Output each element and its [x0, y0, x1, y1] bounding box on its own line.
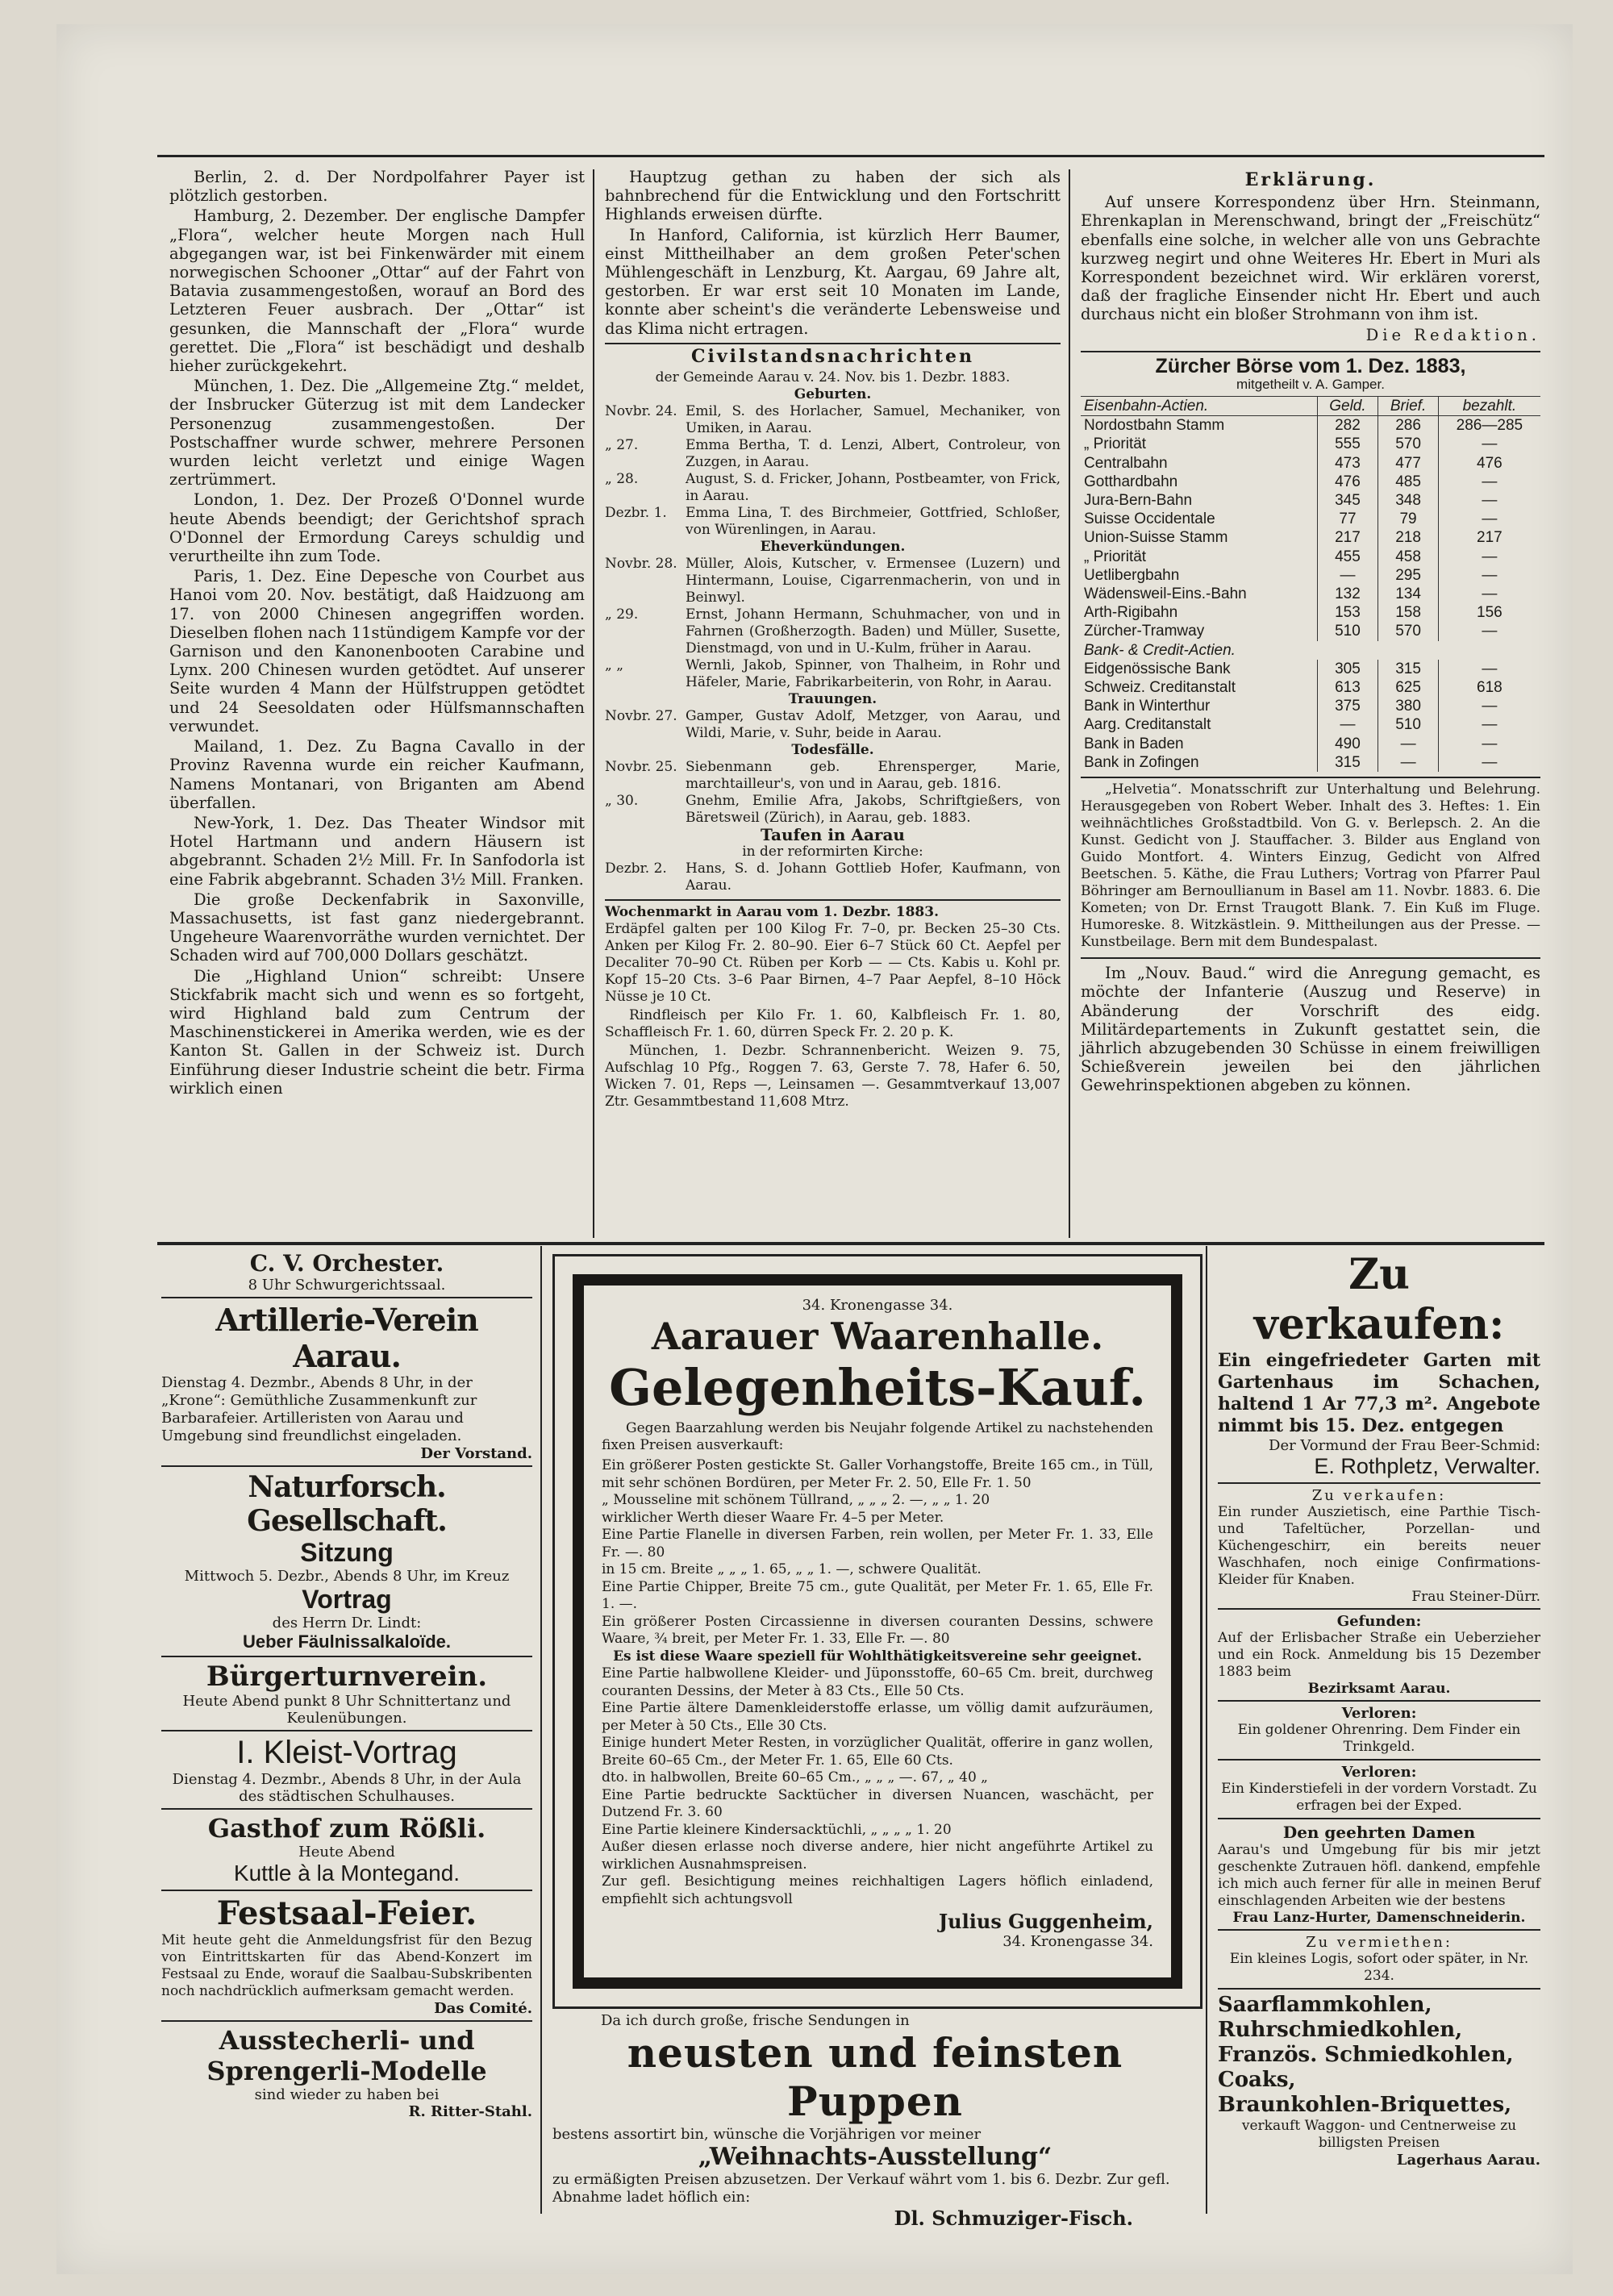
boerse-cell: —	[1438, 753, 1540, 772]
boerse-cell: 315	[1317, 753, 1378, 772]
boerse-cell: 555	[1317, 435, 1378, 453]
civil-entry-date: Novbr. 25.	[605, 759, 677, 776]
center-ad-line: Es ist diese Waare speziell für Wohlthätigkeitsvereine sehr geeignet.	[613, 1648, 1142, 1665]
boerse-cell: —	[1438, 715, 1540, 734]
boerse-cell: Eidgenössische Bank	[1084, 660, 1231, 677]
ad-buergerturnverein-text: Heute Abend punkt 8 Uhr Schnittertanz und Keulenübungen.	[182, 1693, 511, 1727]
column-rule	[1069, 169, 1070, 1238]
column-rule	[593, 169, 594, 1238]
civil-entry-date: Dezbr. 2.	[605, 860, 667, 877]
ad-ausstecherli-sign: R. Ritter-Stahl.	[408, 2103, 532, 2120]
boerse-cell: Uetlibergbahn	[1084, 566, 1180, 584]
boerse-row	[1081, 473, 1540, 491]
boerse-cell: Brief.	[1378, 397, 1438, 416]
ad-damen-title: Den geehrten Damen	[1282, 1823, 1476, 1842]
civil-section-heading: Trauungen.	[788, 691, 877, 708]
boerse-cell: Nordostbahn Stamm	[1084, 417, 1225, 435]
center-ad-line: Zur gefl. Besichtigung meines reichhaltigen Lagers höflich einladend, empfiehlt sich achtungsvoll	[602, 1873, 1153, 1907]
civil-subtitle: der Gemeinde Aarau v. 24. Nov. bis 1. Dezbr. 1883.	[655, 369, 1011, 386]
ad-gefunden-title: Gefunden:	[1336, 1613, 1422, 1630]
boerse-cell: —	[1438, 510, 1540, 528]
news-column-3	[1081, 168, 1540, 1097]
ad-cv-orchester: C. V. Orchester.	[249, 1250, 444, 1277]
center-ad-line: dto. in halbwollen, Breite 60–65 Cm., „ „ „ —. 67, „ 40 „	[602, 1769, 988, 1786]
boerse-cell: 132	[1317, 585, 1378, 603]
boerse-cell: 473	[1317, 454, 1378, 473]
erklaerung-signature: Die Redaktion.	[1365, 325, 1540, 344]
civil-section-heading: Geburten.	[794, 386, 872, 403]
ad-gasthof: Gasthof zum Rößli.	[207, 1813, 486, 1844]
center-ad-line: Außer diesen erlasse noch diverse andere, hier nicht angeführte Artikel zu wirklichen Ausnahmspreisen.	[602, 1839, 1153, 1873]
civil-taufen-title: Taufen in Aarau	[761, 825, 905, 845]
ad-sitzung: Sitzung	[300, 1538, 394, 1567]
news-column-2	[605, 168, 1061, 1112]
boerse-cell: —	[1317, 566, 1378, 585]
center-ad-line: in 15 cm. Breite „ „ „ 1. 65, „ „ 1. —, schwere Qualität.	[602, 1561, 982, 1577]
ad-verloren-text: Ein goldener Ohrenring. Dem Finder ein Trinkgeld.	[1237, 1722, 1521, 1755]
ad-artillerie-text: Dienstag 4. Dezmbr., Abends 8 Uhr, in der „Krone“: Gemüthliche Zusammenkunft zur Barbarafeier. Artilleristen von Aarau und Umgebung sind freundlichst eingeladen.	[161, 1374, 477, 1444]
boerse-cell: 286	[1378, 416, 1438, 435]
ad-kohlen-item: Ruhrschmiedkohlen,	[1218, 2018, 1463, 2042]
puppen-mid: bestens assortirt bin, wünsche die Vorjährigen vor meiner	[552, 2126, 982, 2143]
civil-entry-text: August, S. d. Fricker, Johann, Postbeamter, von Frick, in Aarau.	[686, 471, 1061, 505]
boerse-cell: —	[1438, 435, 1540, 453]
civil-entry-text: Emma Bertha, T. d. Lenzi, Albert, Controleur, von Zuzgen, in Aarau.	[686, 437, 1061, 471]
center-ad-line: Eine Partie halbwollene Kleider- und Jüponsstoffe, 60–65 Cm. breit, durchweg couranten Dessins, der Meter à 83 Cts., Elle 50 Cts.	[602, 1665, 1153, 1699]
boerse-cell: —	[1378, 735, 1438, 753]
ad-damen-sign: Frau Lanz-Hurter, Damenschneiderin.	[1232, 1910, 1526, 1926]
helvetia-notice: „Helvetia“. Monatsschrift zur Unterhaltung und Belehrung. Herausgegeben von Robert Weber. Inhalt des 3. Heftes: 1. Ein weihnächtliches Großstadtbild. Von G. v. Berlepsch. 2. An die Kunst. Gedicht von J. Stauffacher. 3. Bilder aus England von Guido Montfort. 4. Winters Einzug, Gedicht von Alfred Beetschen. 5. Käthe, die Frau Luthers; Vortrag von Pfarrer Paul Böhringer am Bernoullianum in Basel am 11. Novbr. 1883. 6. Die Kometen; von Dr. Ernst Traugott Blank. 7. Ein Kuß im Fluge. Humoreske. 8. Witzkästlein. 9. Mittheilungen aus der Presse. — Kunstbeilage. Bern mit dem Bundespalast.	[1081, 781, 1540, 951]
ad-zu-verkaufen-vormund: Der Vormund der Frau Beer-Schmid:	[1269, 1437, 1540, 1454]
news-paragraph: Mailand, 1. Dez. Zu Bagna Cavallo in der Provinz Ravenna wurde ein reicher Kaufmann, Namens Montanari, von Briganten am Abend überfallen.	[169, 737, 585, 812]
boerse-cell: Bank in Baden	[1084, 735, 1184, 752]
ad-zu-verkaufen-2-text: Ein runder Auszietisch, eine Parthie Tisch- und Tafeltücher, Porzellan- und Küchengeschirr, ein bereits neuer Waschhafen, noch einige Confirmations-Kleider für Knaben.	[1218, 1504, 1540, 1588]
puppen-ad	[552, 2012, 1198, 2230]
boerse-cell: Suisse Occidentale	[1084, 510, 1215, 528]
civil-entry-text: Gnehm, Emilie Afra, Jakobs, Schriftgießers, von Bäretsweil (Zürich), in Aarau, geb. 1883.	[686, 793, 1061, 827]
news-paragraph: Hauptzug gethan zu haben der sich als bahnbrechend für die Entwicklung und den Fortschritt Highlands erweisen dürfte.	[605, 168, 1061, 224]
news-column-1	[169, 168, 585, 1099]
boerse-row	[1081, 435, 1540, 453]
center-ad-frame	[552, 1254, 1202, 2009]
boerse-row	[1081, 715, 1540, 734]
civil-entry-date: „ 28.	[605, 471, 639, 488]
civil-entry	[605, 793, 1061, 827]
boerse-cell: 570	[1378, 435, 1438, 453]
center-ad-name: Aarauer Waarenhalle.	[651, 1315, 1104, 1358]
civil-entry-text: Emma Lina, T. des Birchmeier, Gottfried, Schloßer, von Würenlingen, in Aarau.	[686, 505, 1061, 539]
boerse-cell: 158	[1378, 603, 1438, 622]
boerse-header-row	[1081, 397, 1540, 416]
civil-entry-text: Gamper, Gustav Adolf, Metzger, von Aarau, und Wildi, Marie, v. Suhr, beide in Aarau.	[686, 708, 1061, 742]
newspaper-page	[56, 24, 1573, 2274]
civil-entry-date: „ „	[605, 657, 624, 674]
ad-gefunden-sign: Bezirksamt Aarau.	[1307, 1681, 1451, 1697]
boerse-cell: Gotthardbahn	[1084, 473, 1178, 490]
civil-entry-date: „ 29.	[605, 606, 639, 623]
civil-entry	[605, 437, 1061, 471]
puppen-headline: neusten und feinsten Puppen	[627, 2029, 1123, 2125]
boerse-cell: Wädensweil-Eins.-Bahn	[1084, 585, 1247, 603]
center-ad-signature: Julius Guggenheim,	[938, 1910, 1153, 1933]
ad-verloren-2-text: Ein Kinderstiefeli in der vordern Vorstadt. Zu erfragen bei der Exped.	[1221, 1781, 1537, 1814]
boerse-cell: 134	[1378, 585, 1438, 603]
ad-verloren-2-title: Verloren:	[1341, 1764, 1417, 1781]
ad-kohlen-item: Braunkohlen-Briquettes,	[1218, 2093, 1512, 2117]
market-title: Wochenmarkt in Aarau vom 1. Dezbr. 1883.	[605, 904, 939, 921]
ad-festsaal-title: Festsaal-Feier.	[216, 1894, 477, 1932]
ad-kohlen-item: Coaks,	[1218, 2068, 1296, 2092]
boerse-bank-heading-cell: Bank- & Credit-Actien.	[1084, 641, 1236, 659]
boerse-cell: Jura-Bern-Bahn	[1084, 492, 1193, 510]
boerse-cell: Geld.	[1317, 397, 1378, 416]
boerse-cell: 455	[1317, 548, 1378, 566]
boerse-row	[1081, 566, 1540, 585]
boerse-cell: 490	[1317, 735, 1378, 753]
civil-entry	[605, 708, 1061, 742]
center-ad-line: Eine Partie kleinere Kindersacktüchli, „ „ „ „ 1. 20	[602, 1821, 952, 1838]
boerse-cell: 485	[1378, 473, 1438, 491]
boerse-cell: Bank in Zofingen	[1084, 753, 1199, 771]
civil-entry	[605, 403, 1061, 437]
ad-vermiethen-text: Ein kleines Logis, sofort oder später, in Nr. 234.	[1229, 1951, 1529, 1984]
ad-ausstecherli-text: sind wieder zu haben bei	[254, 2086, 440, 2103]
ad-kleist-text: Dienstag 4. Dezmbr., Abends 8 Uhr, in der Aula des städtischen Schulhauses.	[172, 1771, 522, 1805]
boerse-cell: Centralbahn	[1084, 454, 1168, 472]
ad-kohlen-text: verkauft Waggon- und Centnerweise zu billigsten Preisen	[1241, 2118, 1517, 2151]
puppen-signature: Dl. Schmuziger-Fisch.	[894, 2206, 1133, 2230]
ad-kohlen-item: Saarflammkohlen,	[1218, 1993, 1432, 2017]
civil-title: Civilstandsnachrichten	[690, 345, 975, 367]
center-ad-address: 34. Kronengasse 34.	[802, 1297, 953, 1314]
civil-entry-date: Novbr. 27.	[605, 708, 677, 725]
civil-entry	[605, 860, 1061, 894]
market-text-3: München, 1. Dezbr. Schrannenbericht. Weizen 9. 75, Aufschlag 10 Pfg., Roggen 7. 63, Gerste 7. 78, Hafer 6. 50, Wicken 7. 01, Reps —, Leinsamen —. Gesammtverkauf 13,007 Ztr. Gesammtbestand 11,608 Mtrz.	[605, 1043, 1061, 1110]
puppen-pre: Da ich durch große, frische Sendungen in	[601, 2012, 910, 2029]
boerse-cell: 305	[1317, 660, 1378, 678]
boerse-cell: Zürcher-Tramway	[1084, 623, 1205, 640]
boerse-cell: 348	[1378, 491, 1438, 510]
boerse-cell: Eisenbahn-Actien.	[1084, 398, 1209, 415]
boerse-cell: —	[1438, 548, 1540, 566]
boerse-cell: „ Priorität	[1084, 435, 1147, 453]
boerse-cell: —	[1438, 566, 1540, 585]
ads-rule	[157, 1242, 1544, 1245]
puppen-post: zu ermäßigten Preisen abzusetzen. Der Verkauf währt vom 1. bis 6. Dezbr. Zur gefl. Abnahme ladet höflich ein:	[552, 2171, 1170, 2206]
ad-zu-verkaufen-2-title: Zu verkaufen:	[1311, 1487, 1447, 1504]
boerse-cell: bezahlt.	[1438, 397, 1540, 416]
boerse-cell: —	[1438, 491, 1540, 510]
ad-vortrag-topic: Ueber Fäulnissalkaloïde.	[243, 1631, 451, 1652]
civil-entry-text: Ernst, Johann Hermann, Schuhmacher, von und in Fahrnen (Großherzogth. Baden) und Müller, Susette, Dienstmagd, von und in U.-Kulm, früher in Aarau.	[686, 606, 1061, 657]
boerse-row	[1081, 603, 1540, 622]
ad-column-rule	[1206, 1246, 1207, 2214]
ad-artillerie-title: Artillerie-Verein Aarau.	[215, 1302, 478, 1374]
boerse-cell: „ Priorität	[1084, 548, 1147, 565]
ad-zu-verkaufen-sign: E. Rothpletz, Verwalter.	[1314, 1454, 1540, 1478]
ad-kleist-vortrag: I. Kleist-Vortrag	[236, 1735, 457, 1770]
center-ad-intro: Gegen Baarzahlung werden bis Neujahr folgende Artikel zu nachstehenden fixen Preisen ausverkauft:	[602, 1420, 1153, 1453]
boerse-cell: 510	[1378, 715, 1438, 734]
boerse-cell: Bank in Winterthur	[1084, 698, 1211, 715]
boerse-cell: 217	[1438, 528, 1540, 547]
ad-kohlen-item: Französ. Schmiedkohlen,	[1218, 2043, 1514, 2067]
boerse-cell: 77	[1317, 510, 1378, 528]
center-ad-headline: Gelegenheits-Kauf.	[609, 1358, 1146, 1417]
civil-entry-date: Dezbr. 1.	[605, 505, 667, 522]
civil-entry	[605, 556, 1061, 606]
boerse-cell: —	[1438, 735, 1540, 753]
boerse-cell: —	[1438, 585, 1540, 603]
boerse-cell: —	[1438, 697, 1540, 715]
boerse-cell: 217	[1317, 528, 1378, 547]
boerse-table	[1081, 396, 1540, 772]
ad-column-rule	[540, 1246, 542, 2214]
ad-festsaal-text: Mit heute geht die Anmeldungsfrist für den Bezug von Eintrittskarten für das Abend-Konzert im Festsaal zu Ende, worauf die Saalbau-Subskribenten noch nachdrücklich aufmerksam gemacht werden.	[161, 1932, 532, 1999]
news-paragraph: Die „Highland Union“ schreibt: Unsere Stickfabrik macht sich und wenn es so fortgeht, wird Highland bald zum Centrum der Maschinenstickerei in Amerika werden, wie es der Kanton St. Gallen in der Schweiz ist. Durch Einführung dieser Industrie scheint die betr. Firma wirklich einen	[169, 966, 585, 1098]
civil-entry	[605, 471, 1061, 505]
civil-entry-date: „ 30.	[605, 793, 639, 810]
ads-right-column	[1218, 1250, 1540, 2169]
civil-entry-text: Siebenmann geb. Ehrensperger, Marie, marchtailleur's, von und in Aarau, geb. 1816.	[686, 759, 1061, 793]
ad-gasthof-text: Heute Abend	[298, 1844, 395, 1861]
civil-entry	[605, 657, 1061, 691]
center-ad-line: Eine Partie bedruckte Sacktücher in diversen Nuancen, waschächt, per Dutzend Fr. 3. 60	[602, 1786, 1153, 1820]
boerse-cell: 458	[1378, 548, 1438, 566]
ad-festsaal-sign: Das Comité.	[434, 2000, 532, 2017]
civil-section-heading: Todesfälle.	[791, 742, 874, 759]
boerse-row	[1081, 510, 1540, 528]
boerse-cell: 156	[1438, 603, 1540, 622]
boerse-row	[1081, 585, 1540, 603]
nouv-baud-notice: Im „Nouv. Baud.“ wird die Anregung gemacht, es möchte der Infanterie (Auszug und Reserve) in Abänderung der Vorschrift des eidg. Militärdepartements in Zukunft gestattet sein, die jährlich abzugebenden 30 Schüsse in einem freiwilligen Schießverein jeweilen bei den jährlichen Gewehrinspektionen abgeben zu können.	[1081, 964, 1540, 1095]
news-paragraph: Berlin, 2. d. Der Nordpolfahrer Payer ist plötzlich gestorben.	[169, 168, 585, 206]
ad-vortrag: Vortrag	[302, 1585, 392, 1614]
ad-vermiethen-title: Zu vermiethen:	[1306, 1934, 1453, 1951]
ad-kuttle: Kuttle à la Montegand.	[233, 1861, 461, 1886]
boerse-cell: —	[1317, 715, 1378, 734]
civil-entry-date: „ 27.	[605, 437, 639, 454]
boerse-cell: 510	[1317, 622, 1378, 640]
boerse-cell: —	[1378, 753, 1438, 772]
civil-entry-text: Müller, Alois, Kutscher, v. Ermensee (Luzern) und Hintermann, Louise, Cigarrenmacherin, von und in Beinwyl.	[686, 556, 1061, 606]
boerse-cell: 375	[1317, 697, 1378, 715]
boerse-cell: 476	[1317, 473, 1378, 491]
news-paragraph: New-York, 1. Dez. Das Theater Windsor mit Hotel Hartmann und andern Häusern ist abgebrannt. Schaden 2½ Mill. Fr. In Sanfodorla ist eine Fabrik abgebrannt. Schaden 3½ Mill. Franken.	[169, 813, 585, 889]
news-paragraph: Hamburg, 2. Dezember. Der englische Dampfer „Flora“, welcher heute Morgen nach Hull abgegangen war, ist bei Finkenwärder mit einem norwegischen Schooner „Ottar“ auf der Fahrt von Batavia zusammengestoßen, worauf an Bord des Letzteren Feuer ausbrach. Der „Ottar“ ist gesunken, die Mannschaft der „Flora“ wurde gerettet. Die „Flora“ ist beschädigt und deshalb hieher zurückgekehrt.	[169, 206, 585, 376]
civil-entry	[605, 759, 1061, 793]
civil-entry-text: Wernli, Jakob, Spinner, von Thalheim, in Rohr und Häfeler, Marie, Fabrikarbeiterin, von Rohr, in Aarau.	[686, 657, 1061, 691]
boerse-row	[1081, 454, 1540, 473]
boerse-cell: 625	[1378, 678, 1438, 697]
news-paragraph: In Hanford, California, ist kürzlich Herr Baumer, einst Mittheilhaber an dem großen Peter'schen Mühlengeschäft in Lenzburg, Kt. Aargau, 69 Jahre alt, gestorben. Er war erst seit 10 Monaten im Lande, konnte aber scheint's die veränderte Lebensweise und das Klima nicht ertragen.	[605, 225, 1061, 338]
ad-zu-verkaufen-2-sign: Frau Steiner-Dürr.	[1411, 1589, 1540, 1605]
ad-verloren-title: Verloren:	[1341, 1705, 1417, 1722]
center-ad-inner	[573, 1274, 1182, 1989]
civil-entry-text: Hans, S. d. Johann Gottlieb Hofer, Kaufmann, von Aarau.	[686, 860, 1061, 894]
boerse-cell: —	[1438, 622, 1540, 640]
center-ad-line: Eine Partie ältere Damenkleiderstoffe erlasse, um völlig damit aufzuräumen, per Meter à 50 Cts., Elle 30 Cts.	[602, 1700, 1153, 1734]
ad-damen-text: Aarau's und Umgebung für bis mir jetzt geschenkte Zutrauen höfl. dankend, empfehle ich mich auch ferner für alle in meinen Beruf einschlagenden Arbeiten wie der bestens	[1218, 1842, 1540, 1909]
news-paragraph: Die große Deckenfabrik in Saxonville, Massachusetts, ist fast ganz niedergebrannt. Ungeheure Waarenvorräthe wurden vernichtet. Der Schaden wird auf 700,000 Dollars geschätzt.	[169, 890, 585, 965]
ad-gefunden-text: Auf der Erlisbacher Straße ein Ueberzieher und ein Rock. Anmeldung bis 15 Dezember 1883 beim	[1218, 1630, 1540, 1680]
boerse-cell: 79	[1378, 510, 1438, 528]
boerse-cell: 618	[1438, 678, 1540, 697]
boerse-row	[1081, 416, 1540, 435]
ads-left-column	[161, 1250, 532, 2120]
civil-section-heading: Eheverkündungen.	[760, 539, 906, 556]
market-text: Erdäpfel galten per 100 Kilog Fr. 7–0, pr. Becken 25–30 Cts. Anken per Kilog Fr. 2. 80–90. Eier 6–7 Stück 60 Ct. Aepfel per Decaliter 70–90 Ct. Rüben per Korb — — Cts. Kabis u. Kohl pr. Kopf 15–20 Cts. 3–6 Paar Birnen, 4–7 Paar Aepfel, 8–10 Höck Nüsse je 10 Ct.	[605, 921, 1061, 1006]
ad-ausstecherli: Ausstecherli- und Sprengerli-Modelle	[206, 2025, 487, 2086]
boerse-bank-heading	[1081, 641, 1540, 660]
boerse-subtitle: mitgetheilt v. A. Gamper.	[1236, 377, 1385, 393]
ad-sitzung-text: Mittwoch 5. Dezbr., Abends 8 Uhr, im Kreuz	[184, 1568, 510, 1585]
center-ad-line: wirklicher Werth dieser Waare Fr. 4–5 per Meter.	[602, 1509, 944, 1526]
top-rule	[157, 155, 1544, 157]
ad-vortrag-text: des Herrn Dr. Lindt:	[272, 1615, 422, 1631]
center-ad-line: Eine Partie Chipper, Breite 75 cm., gute Qualität, per Meter Fr. 1. 65, Elle Fr. 1. —.	[602, 1578, 1153, 1612]
boerse-row	[1081, 548, 1540, 566]
civil-entry	[605, 505, 1061, 539]
news-paragraph: München, 1. Dez. Die „Allgemeine Ztg.“ meldet, der Insbrucker Güterzug ist mit dem Landecker Personenzug zusammengestoßen. Der Postschaffner wurde schwer, mehrere Personen wurden leicht verletzt und einige Wagen zertrümmert.	[169, 377, 585, 490]
boerse-cell: 476	[1438, 454, 1540, 473]
boerse-cell: 218	[1378, 528, 1438, 547]
boerse-title: Zürcher Börse vom 1. Dez. 1883,	[1155, 354, 1466, 377]
boerse-cell: 295	[1378, 566, 1438, 585]
ad-zu-verkaufen-text: Ein eingefriedeter Garten mit Gartenhaus im Schachen, haltend 1 Ar 77,3 m². Angebote nimmt bis 15. Dez. entgegen	[1218, 1350, 1540, 1436]
civil-entry	[605, 606, 1061, 657]
boerse-cell: —	[1438, 473, 1540, 491]
civil-entry-date: Novbr. 28.	[605, 556, 677, 573]
boerse-row	[1081, 735, 1540, 753]
center-ad-line: Einige hundert Meter Resten, in vorzüglicher Qualität, offerire in ganz wollen, Breite 60–65 Cm., der Meter Fr. 1. 65, Elle 60 Cts.	[602, 1735, 1153, 1769]
puppen-weihnachts: „Weihnachts-Ausstellung“	[698, 2143, 1052, 2171]
boerse-cell: 345	[1317, 491, 1378, 510]
center-ad-line: „ Mousseline mit schönem Tüllrand, „ „ „ 2. —, „ „ 1. 20	[602, 1492, 990, 1508]
boerse-cell: 477	[1378, 454, 1438, 473]
boerse-cell: 613	[1317, 678, 1378, 697]
ad-kohlen-sign: Lagerhaus Aarau.	[1396, 2152, 1540, 2169]
boerse-row	[1081, 491, 1540, 510]
boerse-cell: 570	[1378, 622, 1438, 640]
ad-cv-sub: 8 Uhr Schwurgerichtssaal.	[248, 1277, 446, 1294]
news-paragraph: London, 1. Dez. Der Prozeß O'Donnel wurde heute Abends beendigt; der Gerichtshof sprach O'Donnel der Ermordung Careys schuldig und verurtheilte ihn zum Tode.	[169, 490, 585, 566]
boerse-cell: Aarg. Creditanstalt	[1084, 716, 1211, 734]
boerse-cell: —	[1438, 660, 1540, 678]
civil-taufen-subtitle: in der reformirten Kirche:	[742, 844, 923, 860]
boerse-cell: 282	[1317, 416, 1378, 435]
center-ad-signature-address: 34. Kronengasse 34.	[1002, 1933, 1153, 1950]
erklaerung-title: Erklärung.	[1244, 169, 1377, 190]
boerse-cell: Union-Suisse Stamm	[1084, 529, 1228, 547]
boerse-row	[1081, 678, 1540, 697]
civil-entry-text: Emil, S. des Horlacher, Samuel, Mechaniker, von Umiken, in Aarau.	[686, 403, 1061, 437]
boerse-cell: 153	[1317, 603, 1378, 622]
ad-buergerturnverein: Bürgerturnverein.	[206, 1661, 488, 1693]
ad-naturforsch-title: Naturforsch. Gesellschaft.	[247, 1470, 447, 1538]
center-ad-line: Ein größerer Posten Circassienne in diversen couranten Dessins, schwere Waare, ¾ breit, per Meter Fr. 1. 33, Elle Fr. —. 80	[602, 1613, 1153, 1647]
ad-kohlen-list	[1218, 1993, 1540, 2118]
boerse-row	[1081, 660, 1540, 678]
news-paragraph: Paris, 1. Dez. Eine Depesche von Courbet aus Hanoi vom 20. Nov. bestätigt, daß Haidzuong am 17. von 2000 Chinesen angegriffen worden. Dieselben flohen nach 11stündigem Kampfe vor der Garnison und den Kanonenbooten Carabine und Lynx. 200 Chinesen wurden getödtet. Auf unserer Seite wurden 4 Mann der Hülfstruppen getödtet und 24 Seesoldaten oder Hülfsmannschaften verwundet.	[169, 567, 585, 735]
boerse-cell: Schweiz. Creditanstalt	[1084, 679, 1236, 697]
boerse-cell: 380	[1378, 697, 1438, 715]
center-ad-line: Ein größerer Posten gestickte St. Galler Vorhangstoffe, Breite 165 cm., in Tüll, mit sehr schönen Bordüren, per Meter Fr. 2. 50, Elle Fr. 1. 50	[602, 1457, 1153, 1491]
erklaerung-text: Auf unsere Korrespondenz über Hrn. Steinmann, Ehrenkaplan in Merenschwand, bringt der „Freischütz“ ebenfalls eine solche, in welcher alle von uns Gebrachte kurzweg negirt und ohne Weiteres Hr. Ebert in Muri als Korrespondent bezeichnet wird. Wir erklären vorerst, daß der fragliche Einsender nicht Hr. Ebert und auch durchaus nicht ein bloßer Strohmann von ihm ist.	[1081, 193, 1540, 324]
boerse-row	[1081, 753, 1540, 772]
boerse-row	[1081, 528, 1540, 547]
boerse-cell: 286—285	[1438, 416, 1540, 435]
ad-artillerie-sign: Der Vorstand.	[420, 1445, 532, 1462]
boerse-cell: 315	[1378, 660, 1438, 678]
boerse-row	[1081, 622, 1540, 640]
center-ad-line: Eine Partie Flanelle in diversen Farben, rein wollen, per Meter Fr. 1. 33, Elle Fr. —. 80	[602, 1527, 1153, 1561]
boerse-cell: Arth-Rigibahn	[1084, 604, 1178, 622]
ad-zu-verkaufen-title: Zu verkaufen:	[1253, 1250, 1505, 1349]
market-text-2: Rindfleisch per Kilo Fr. 1. 60, Kalbfleisch Fr. 1. 80, Schaffleisch Fr. 1. 60, dürren Speck Fr. 2. 20 p. K.	[605, 1007, 1061, 1041]
civil-entry-date: Novbr. 24.	[605, 403, 677, 420]
boerse-row	[1081, 697, 1540, 715]
